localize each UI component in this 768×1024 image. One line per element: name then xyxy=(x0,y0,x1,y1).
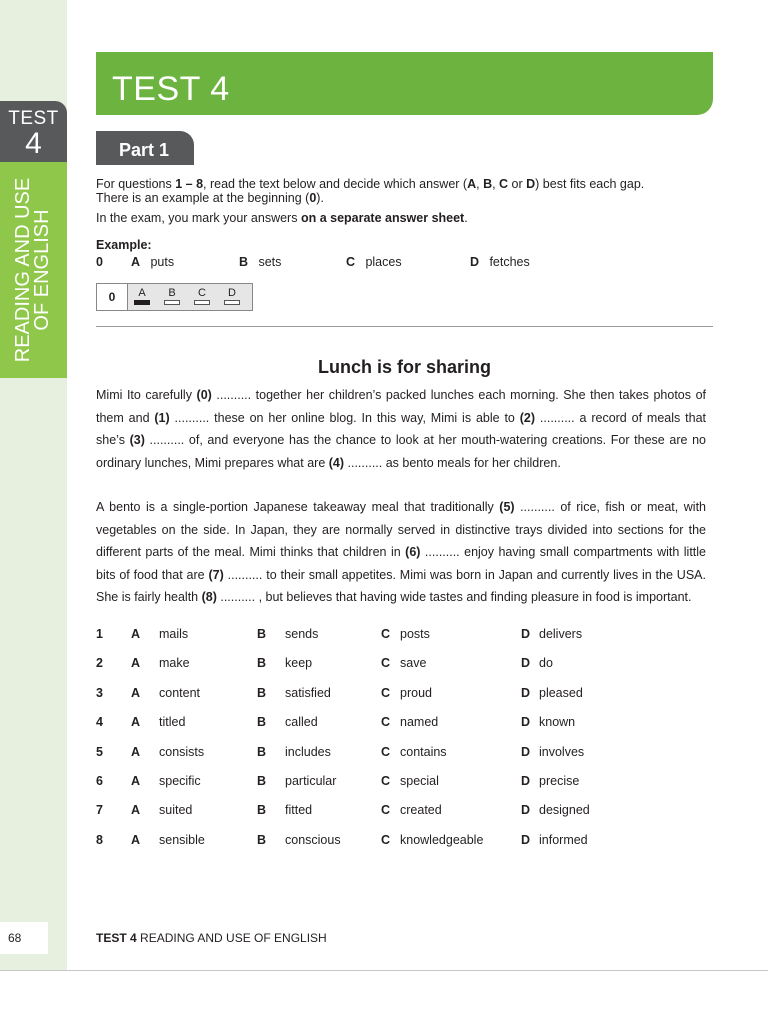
option-letter-a: A xyxy=(131,685,141,700)
option-letter-d: D xyxy=(521,715,531,730)
option-letter-d: D xyxy=(521,685,531,700)
passage-text: .......... these on her online blog. In this way, Mimi is able to xyxy=(169,410,520,425)
option-letter-a: A xyxy=(131,744,141,759)
example-answer-box xyxy=(96,283,253,311)
option-letter-b: B xyxy=(257,774,267,788)
option-letter-d: D xyxy=(521,744,531,759)
option-letter-b: B xyxy=(257,627,267,641)
passage-title: Lunch is for sharing xyxy=(317,357,491,377)
option-letter-c: C xyxy=(381,744,391,759)
option-d: pleased xyxy=(539,685,583,700)
option-letter-b: B xyxy=(257,803,267,818)
passage-text: .......... of rice, fish or meat, with vegetables on the side. In Japan, they are normally served in distinctive trays divided into sections for the different parts of the meal. Mimi thinks that children in xyxy=(96,500,706,559)
option-letter: B xyxy=(239,255,249,269)
instruction-line-1 xyxy=(96,177,644,191)
gap-number: (0) xyxy=(196,388,212,402)
option-d: involves xyxy=(539,744,585,759)
question-row xyxy=(96,685,713,701)
option-letter-c: C xyxy=(381,715,391,730)
instr-text: , xyxy=(476,177,484,191)
option-letter-a: A xyxy=(131,656,141,671)
example-option-a xyxy=(131,255,174,269)
passage-text: Mimi Ito carefully xyxy=(96,388,197,402)
option-letter-d: D xyxy=(521,627,531,641)
part-label: Part 1 xyxy=(119,140,170,160)
passage-text: .......... of, and everyone has the chance to look at her mouth-watering creations. For these are no ordinary lunches, Mimi prepares what are xyxy=(96,433,706,470)
question-row xyxy=(96,773,713,789)
option-letter-a: A xyxy=(131,774,141,788)
example-number: 0 xyxy=(96,255,103,269)
option-a: sensible xyxy=(159,832,205,847)
instr-range: 1 – 8 xyxy=(175,177,204,191)
option-b: particular xyxy=(285,774,337,788)
option-text: sets xyxy=(258,255,282,269)
option-letter-c: C xyxy=(381,627,391,641)
passage-paragraph-2 xyxy=(96,496,706,609)
instr-text: There is an example at the beginning ( xyxy=(96,191,310,205)
example-option-c xyxy=(346,255,402,269)
option-b: conscious xyxy=(285,832,341,847)
option-d: known xyxy=(539,715,576,730)
option-a: consists xyxy=(159,744,205,759)
option-c: special xyxy=(400,774,439,788)
option-letter: D xyxy=(470,255,480,269)
answer-letter: D xyxy=(228,287,236,299)
option-d: designed xyxy=(539,803,590,818)
gap-number: (6) xyxy=(405,545,421,559)
passage-text: .......... , but believes that having wide tastes and finding pleasure in food is important. xyxy=(216,590,692,604)
question-number: 1 xyxy=(96,627,103,641)
option-letter-b: B xyxy=(257,832,267,847)
option-b: includes xyxy=(285,744,331,759)
question-row xyxy=(96,714,713,730)
answer-box-number: 0 xyxy=(97,284,128,310)
page-bottom-rule xyxy=(0,970,768,971)
option-c: created xyxy=(400,803,442,818)
instruction-line-3 xyxy=(96,211,468,225)
question-number: 2 xyxy=(96,656,103,671)
option-b: called xyxy=(285,715,318,730)
option-a: specific xyxy=(159,774,201,788)
side-test-tab xyxy=(0,101,67,162)
passage-text: .......... a record of meals that she’s xyxy=(96,410,706,447)
answer-letter: C xyxy=(198,287,206,299)
instr-text: In the exam, you mark your answers xyxy=(96,211,301,225)
instr-zero: 0 xyxy=(309,191,317,205)
example-option-d xyxy=(470,255,530,269)
option-c: knowledgeable xyxy=(400,832,484,847)
question-row xyxy=(96,626,713,642)
option-letter-a: A xyxy=(131,803,141,818)
option-a: mails xyxy=(159,627,189,641)
option-letter-b: B xyxy=(257,656,267,671)
instr-text: , read the text below and decide which answer ( xyxy=(203,177,468,191)
option-letter-d: D xyxy=(521,832,531,847)
passage-text: .......... as bento meals for her children. xyxy=(344,455,561,470)
passage-text: .......... to their small appetites. Mimi was born in Japan and currently lives in the USA. She is fairly health xyxy=(96,567,706,604)
question-number: 5 xyxy=(96,744,103,759)
answer-box-option-a xyxy=(132,287,152,305)
gap-number: (8) xyxy=(201,590,217,604)
gap-number: (3) xyxy=(129,433,145,447)
section-divider xyxy=(96,326,713,327)
gap-number: (1) xyxy=(154,410,170,425)
side-section-label: READING AND USE OF ENGLISH xyxy=(12,177,53,363)
option-b: fitted xyxy=(285,803,313,818)
page-number: 68 xyxy=(8,931,22,945)
question-row xyxy=(96,802,713,818)
option-b: sends xyxy=(285,627,319,641)
option-letter-c: C xyxy=(381,832,391,847)
question-number: 3 xyxy=(96,685,103,700)
answer-box-option-c xyxy=(192,287,212,305)
instr-bold: on a separate answer sheet xyxy=(300,211,465,225)
gap-number: (2) xyxy=(519,410,536,425)
page-title: TEST 4 xyxy=(112,70,230,108)
footer-test: TEST 4 xyxy=(96,931,137,945)
option-letter-b: B xyxy=(257,685,267,700)
instr-letter-c: C xyxy=(499,177,509,191)
instr-text: or xyxy=(508,177,527,191)
instr-text: . xyxy=(464,211,468,225)
question-row xyxy=(96,655,713,671)
instr-letter-d: D xyxy=(526,177,536,191)
option-letter-b: B xyxy=(257,744,267,759)
question-row xyxy=(96,744,713,760)
option-letter-d: D xyxy=(521,774,531,788)
answer-mark xyxy=(194,300,210,305)
question-number: 6 xyxy=(96,774,103,788)
instr-text: ). xyxy=(316,191,324,205)
option-letter-a: A xyxy=(131,715,141,730)
option-text: puts xyxy=(150,255,175,269)
question-row xyxy=(96,832,713,848)
passage-text: A bento is a single-portion Japanese takeaway meal that traditionally xyxy=(96,500,500,514)
example-heading: Example: xyxy=(96,238,152,252)
instr-text: , xyxy=(492,177,500,191)
option-letter-c: C xyxy=(381,774,391,788)
option-letter-c: C xyxy=(381,685,391,700)
answer-letter: B xyxy=(168,287,176,299)
option-text: places xyxy=(365,255,402,269)
instr-text: For questions xyxy=(96,177,176,191)
option-b: satisfied xyxy=(285,685,331,700)
instr-text: ) best fits each gap. xyxy=(535,177,645,191)
question-number: 8 xyxy=(96,832,103,847)
option-letter-b: B xyxy=(257,715,267,730)
option-letter: C xyxy=(346,255,356,269)
answer-mark xyxy=(164,300,180,305)
instr-letter-a: A xyxy=(467,177,477,191)
question-number: 7 xyxy=(96,803,103,818)
option-a: titled xyxy=(159,715,186,730)
instruction-line-2 xyxy=(96,191,324,205)
option-letter-c: C xyxy=(381,656,391,671)
passage-text: .......... enjoy having small compartments with little bits of food that are xyxy=(96,545,706,582)
option-d: do xyxy=(539,656,553,671)
option-letter: A xyxy=(131,255,141,269)
option-letter-a: A xyxy=(131,627,141,641)
answer-box-option-d xyxy=(222,287,242,305)
gap-number: (4) xyxy=(328,455,345,470)
option-a: make xyxy=(159,656,190,671)
page-footer xyxy=(96,931,327,945)
option-letter-d: D xyxy=(521,803,531,818)
option-d: informed xyxy=(539,832,588,847)
side-test-number: 4 xyxy=(25,127,42,160)
option-text: fetches xyxy=(489,255,530,269)
option-letter-d: D xyxy=(521,656,531,671)
answer-box-option-b xyxy=(162,287,182,305)
option-d: precise xyxy=(539,774,580,788)
gap-number: (5) xyxy=(499,500,515,514)
answer-mark xyxy=(134,300,150,305)
option-c: posts xyxy=(400,627,430,641)
option-a: suited xyxy=(159,803,193,818)
option-c: named xyxy=(400,715,439,730)
option-letter-c: C xyxy=(381,803,391,818)
passage-paragraph-1 xyxy=(96,384,706,474)
option-c: save xyxy=(400,656,427,671)
question-number: 4 xyxy=(96,715,103,730)
gap-number: (7) xyxy=(208,567,224,582)
footer-section: READING AND USE OF ENGLISH xyxy=(136,931,327,945)
option-b: keep xyxy=(285,656,313,671)
instr-letter-b: B xyxy=(483,177,493,191)
side-test-label: TEST xyxy=(8,108,59,129)
example-option-b xyxy=(239,255,281,269)
option-c: contains xyxy=(400,744,447,759)
option-c: proud xyxy=(400,685,432,700)
answer-mark xyxy=(224,300,240,305)
answer-letter: A xyxy=(138,287,146,299)
option-d: delivers xyxy=(539,627,583,641)
option-letter-a: A xyxy=(131,832,141,847)
option-a: content xyxy=(159,685,201,700)
passage-text: .......... together her children’s packed lunches each morning. She then takes photos of them and xyxy=(96,388,706,425)
